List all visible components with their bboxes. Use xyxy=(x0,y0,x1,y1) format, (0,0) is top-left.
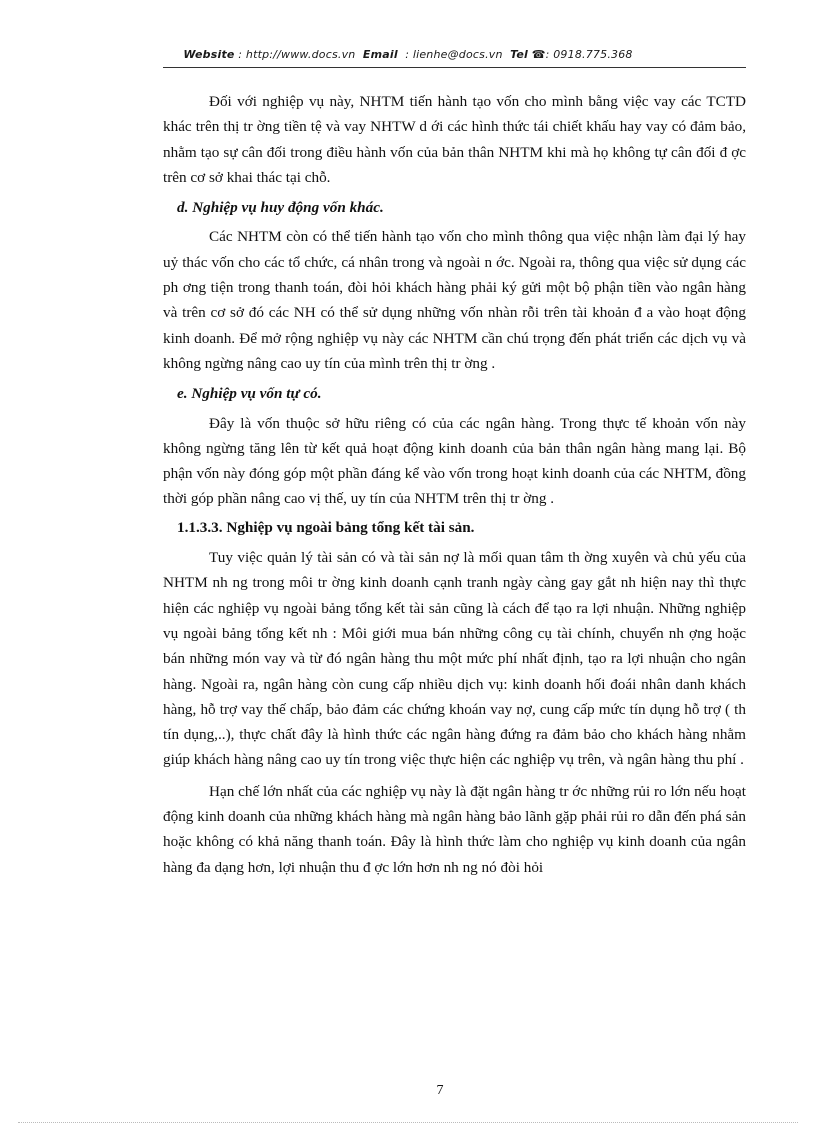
paragraph-5: Hạn chế lớn nhất của các nghiệp vụ này là đặt ngân hàng tr ớc những rủi ro lớn nếu hoạt động kinh doanh của những khách hàng mà ngân hàng bảo lãnh gặp phải rủi ro dẫn đến phá sản hoặc không có khả năng thanh toán. Đây là hình thức làm cho nghiệp vụ kinh doanh của ngân hàng đa dạng hơn, lợi nhuận thu đ ợc lớn hơn nh ng nó đòi hỏi xyxy=(163,782,746,876)
heading-e: e. Nghiệp vụ vốn tự có. xyxy=(177,385,322,403)
paragraph-4: Tuy việc quản lý tài sản có và tài sản nợ là mối quan tâm th ờng xuyên và chủ yếu của NHTM nh ng trong môi tr ờng kinh doanh cạnh tranh ngày càng gay gắt nh hiện nay thì thực hiện các nghiệp vụ ngoài bảng tổng kết tài sản cũng là cách để tạo ra lợi nhuận. Những nghiệp vụ ngoài bảng tổng kết nh : Môi giới mua bán những công cụ tài chính, chuyển nh ợng hoặc bán những món vay và từ đó ngân hàng thu một mức phí nhất định, tạo ra lợi nhuận cho ngân hàng. Ngoài ra, ngân hàng còn cung cấp nhiều dịch vụ: kinh doanh hối đoái nhân danh khách hàng, hỗ trợ vay thế chấp, bảo đảm các chứng khoán vay nợ, cung cấp mức tín dụng hỗ trợ ( th tín dụng,..), thực chất đây là hình thức các ngân hàng đứng ra đảm bảo cho khách hàng nhằm giúp khách hàng nâng cao uy tín trong việc thực hiện các nghiệp vụ trên, và ngân hàng thu phí . xyxy=(163,549,746,769)
paragraph-1: Đối với nghiệp vụ này, NHTM tiến hành tạo vốn cho mình bằng việc vay các TCTD khác trên thị tr ờng tiền tệ và vay NHTW d ới các hình thức tái chiết khấu hay vay có đảm bảo, nhằm tạo sự cân đối trong điều hành vốn của bản thân NHTM khi mà họ không tự cân đối đ ợc trên cơ sở khai thác tại chỗ. xyxy=(163,93,746,186)
paragraph-2: Các NHTM còn có thể tiến hành tạo vốn cho mình thông qua việc nhận làm đại lý hay uỷ thác vốn cho các tổ chức, cá nhân trong và ngoài n ớc. Ngoài ra, thông qua việc sử dụng các ph ơng tiện trong thanh toán, đòi hỏi khách hàng phải ký gửi một bộ phận tiền vào ngân hàng và trên cơ sở đó các NH có thể sử dụng những vốn nhàn rỗi trên tài khoản đ a vào hoạt động kinh doanh. Để mở rộng nghiệp vụ này các NHTM cần chú trọng đến phát triển các dịch vụ và không ngừng nâng cao uy tín của mình trên thị tr ờng . xyxy=(163,228,746,372)
website-label: Website xyxy=(183,48,235,61)
document-body xyxy=(163,89,746,880)
tel-label: Tel xyxy=(510,48,529,61)
paragraph-3: Đây là vốn thuộc sở hữu riêng có của các ngân hàng. Trong thực tế khoản vốn này không ngừng tăng lên từ kết quả hoạt động kinh doanh của bản thân ngân hàng mang lại. Bộ phận vốn này đóng góp một phần đáng kể vào vốn trong hoạt kinh doanh của các NHTM, đồng thời góp phần nâng cao vị thế, uy tín của NHTM trên thị tr ờng . xyxy=(163,414,746,508)
phone-icon: ☎ xyxy=(531,48,546,61)
tel-value: : 0918.775.368 xyxy=(545,48,633,61)
email-value: : lienhe@docs.vn xyxy=(405,48,503,61)
section-heading: 1.1.3.3. Nghiệp vụ ngoài bảng tổng kết tài sản. xyxy=(177,518,475,536)
page-number: 7 xyxy=(436,1083,444,1098)
email-label: Email xyxy=(362,48,398,61)
page-header xyxy=(0,48,816,61)
heading-d: d. Nghiệp vụ huy động vốn khác. xyxy=(177,199,384,217)
header-divider xyxy=(163,67,746,68)
website-value: : http://www.docs.vn xyxy=(238,48,356,61)
